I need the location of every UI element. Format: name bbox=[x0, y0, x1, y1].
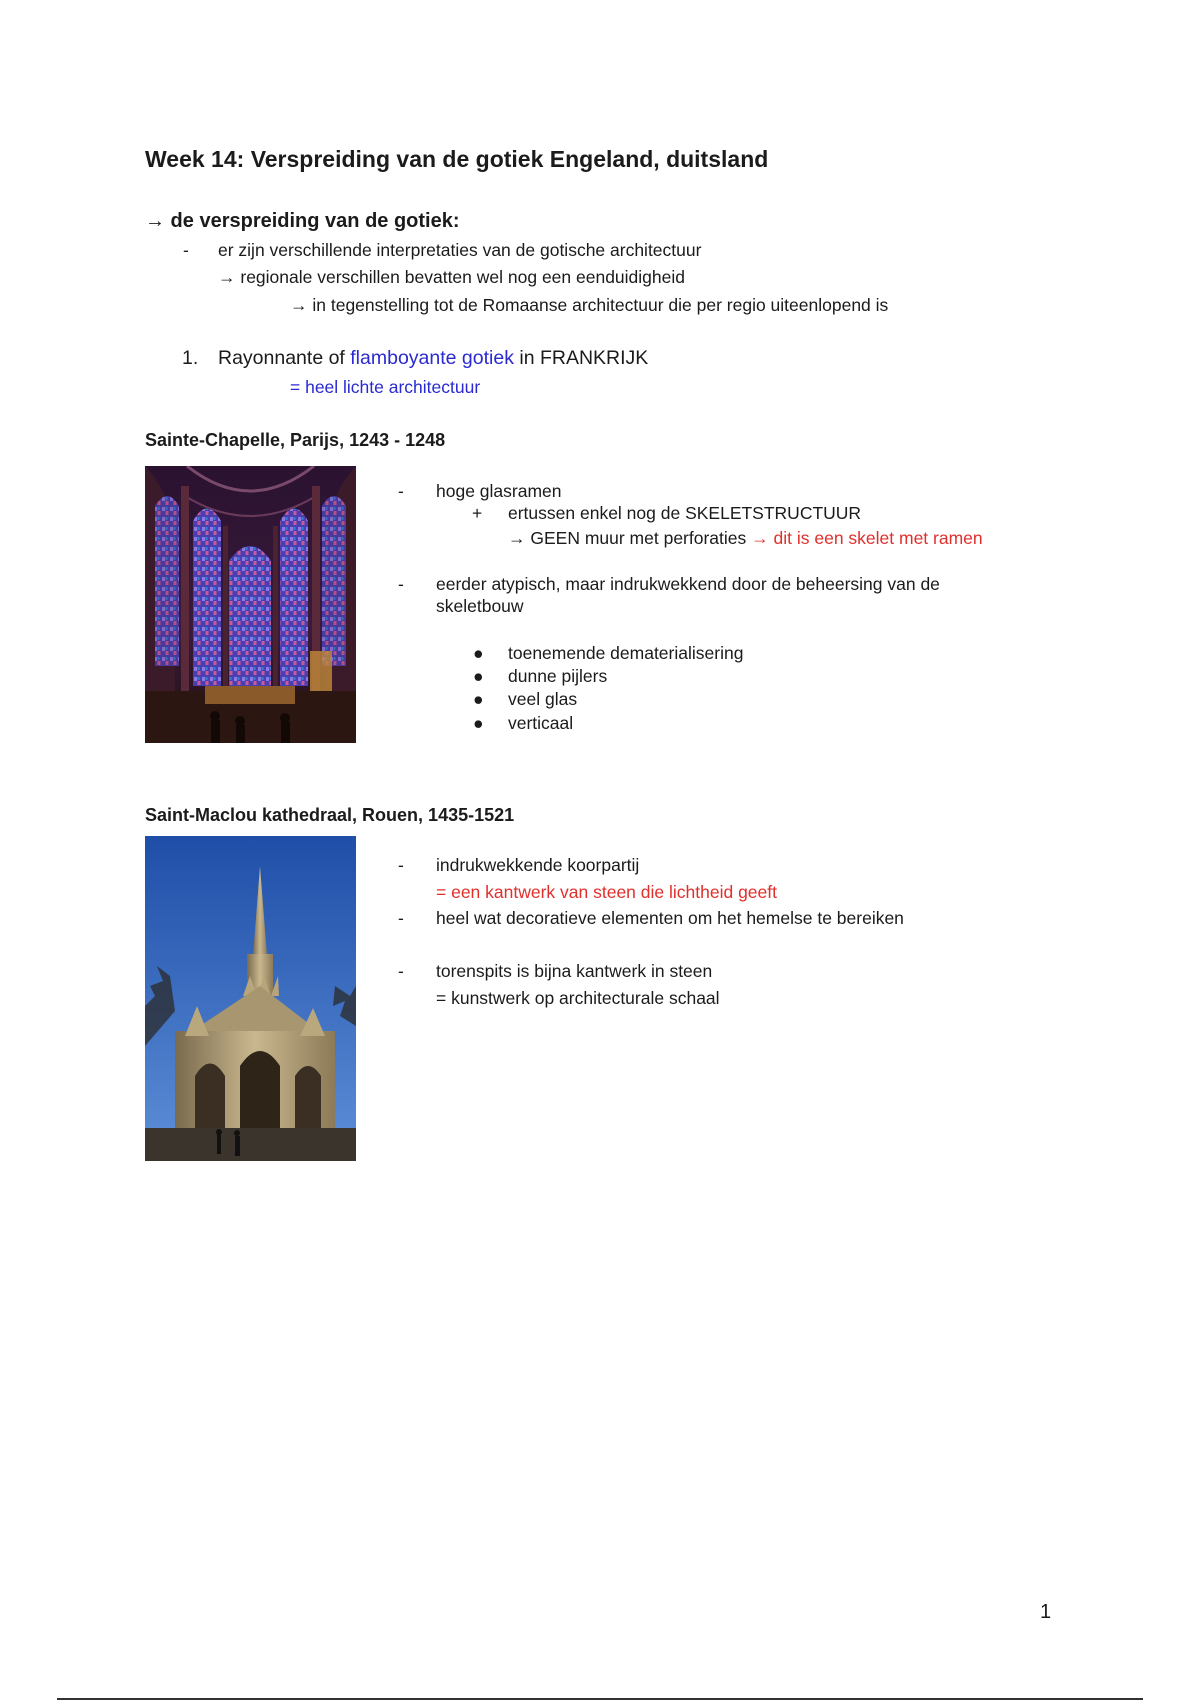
bottom-rule bbox=[57, 1698, 1143, 1700]
sm-bullet-3-sub: = kunstwerk op architecturale schaal bbox=[436, 988, 720, 1008]
saint-maclou-photo bbox=[145, 836, 356, 1161]
sc-arrow-text: → GEEN muur met perforaties bbox=[508, 528, 752, 548]
intro-line-1: er zijn verschillende interpretaties van de gotische architectuur bbox=[218, 240, 702, 260]
page-number: 1 bbox=[1040, 1601, 1052, 1623]
sc-bullet-1-sub: ertussen enkel nog de SKELETSTRUCTUUR bbox=[508, 503, 862, 523]
list-dash: - bbox=[398, 855, 404, 875]
sainte-chapelle-photo bbox=[145, 466, 356, 743]
page-title: Week 14: Verspreiding van de gotiek Engeland, duitsland bbox=[145, 146, 769, 172]
list-dash: - bbox=[398, 481, 404, 501]
sm-bullet-1: indrukwekkende koorpartij bbox=[436, 855, 640, 875]
plus-marker: + bbox=[472, 503, 483, 523]
sc-bullet-2-line-2: skeletbouw bbox=[436, 596, 524, 616]
sc-red-note: → dit is een skelet met ramen bbox=[751, 528, 983, 548]
intro-line-2: → regionale verschillen bevatten wel nog een eenduidigheid bbox=[218, 267, 685, 287]
list-dash: - bbox=[183, 240, 189, 260]
bullet-dot: ● bbox=[473, 643, 484, 663]
section-heading: → de verspreiding van de gotiek: bbox=[145, 210, 460, 232]
numbered-marker: 1. bbox=[182, 347, 199, 369]
sc-subbullet: veel glas bbox=[508, 689, 578, 709]
intro-line-3: → in tegenstelling tot de Romaanse architectuur die per regio uiteenlopend is bbox=[290, 295, 889, 315]
sm-bullet-3: torenspits is bijna kantwerk in steen bbox=[436, 961, 713, 981]
numbered-part-2: flamboyante gotiek bbox=[350, 347, 514, 369]
saint-maclou-heading: Saint-Maclou kathedraal, Rouen, 1435-1521 bbox=[145, 805, 515, 825]
sc-bullet-1-arrow-line bbox=[508, 528, 983, 549]
list-dash: - bbox=[398, 961, 404, 981]
list-dash: - bbox=[398, 574, 404, 594]
list-dash: - bbox=[398, 908, 404, 928]
sc-subbullet: toenemende dematerialisering bbox=[508, 643, 744, 663]
numbered-item bbox=[218, 347, 648, 370]
numbered-sub: = heel lichte architectuur bbox=[290, 377, 481, 397]
bullet-dot: ● bbox=[473, 689, 484, 709]
sc-subbullet: dunne pijlers bbox=[508, 666, 608, 686]
sainte-chapelle-heading: Sainte-Chapelle, Parijs, 1243 - 1248 bbox=[145, 430, 446, 450]
bullet-dot: ● bbox=[473, 713, 484, 733]
sc-subbullet: verticaal bbox=[508, 713, 574, 733]
sc-bullet-2-line-1: eerder atypisch, maar indrukwekkend door de beheersing van de bbox=[436, 574, 940, 594]
bullet-dot: ● bbox=[473, 666, 484, 686]
sc-bullet-1: hoge glasramen bbox=[436, 481, 562, 501]
sm-red-note: = een kantwerk van steen die lichtheid geeft bbox=[436, 882, 777, 902]
sm-bullet-2: heel wat decoratieve elementen om het hemelse te bereiken bbox=[436, 908, 904, 928]
numbered-part-3: in FRANKRIJK bbox=[513, 347, 649, 369]
numbered-part-1: Rayonnante of bbox=[218, 347, 351, 369]
